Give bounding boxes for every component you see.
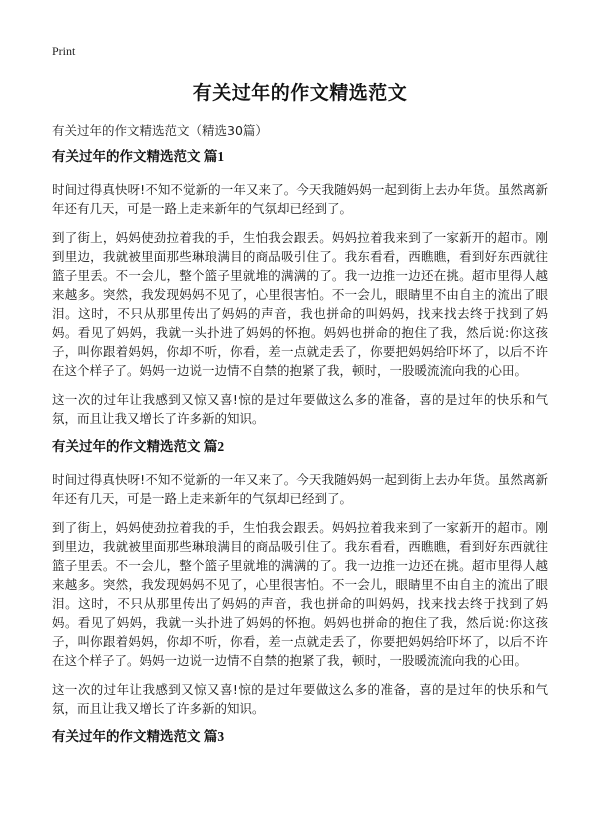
paragraph: 到了街上，妈妈使劲拉着我的手，生怕我会跟丢。妈妈拉着我来到了一家新开的超市。刚到里边，我就被里面那些琳琅满目的商品吸引住了。我东看看，西瞧瞧，看到好东西就往篮子里丢。不一会儿，整个篮子里就堆的满满的了。我一边推一边还在挑。超市里得人越来越多。突然，我发现妈妈不见了，心里很害怕。不一会儿，眼睛里不由自主的流出了眼泪。这时，不只从那里传出了妈妈的声音，我也拼命的叫妈妈，找来找去终于找到了妈妈。看见了妈妈，我就一头扑进了妈妈的怀抱。妈妈也拼命的抱住了我，然后说:你这孩子，叫你跟着妈妈，你却不听，你看，差一点就走丢了，你要把妈妈给吓坏了，以后不许在这个样子了。妈妈一边说一边情不自禁的抱紧了我，顿时，一股暖流流向我的心田。 — [52, 520, 548, 668]
section-heading: 有关过年的作文精选范文 篇3 — [52, 729, 225, 744]
paragraph: 时间过得真快呀!不知不觉新的一年又来了。今天我随妈妈一起到街上去办年货。虽然离新年还有几天，可是一路上走来新年的气氛却已经到了。 — [52, 182, 548, 216]
essay-section-2 — [52, 438, 548, 718]
document-subtitle: 有关过年的作文精选范文（精选30篇） — [52, 123, 268, 138]
page-title: 有关过年的作文精选范文 — [192, 82, 408, 104]
article-body — [52, 148, 548, 760]
paragraph: 这一次的过年让我感到又惊又喜!惊的是过年要做这么多的准备，喜的是过年的快乐和气氛，而且让我又增长了许多新的知识。 — [52, 682, 548, 716]
essay-section-1 — [52, 148, 548, 428]
paragraph: 时间过得真快呀!不知不觉新的一年又来了。今天我随妈妈一起到街上去办年货。虽然离新年还有几天，可是一路上走来新年的气氛却已经到了。 — [52, 472, 548, 506]
paragraph: 到了街上，妈妈使劲拉着我的手，生怕我会跟丢。妈妈拉着我来到了一家新开的超市。刚到里边，我就被里面那些琳琅满目的商品吸引住了。我东看看，西瞧瞧，看到好东西就往篮子里丢。不一会儿，整个篮子里就堆的满满的了。我一边推一边还在挑。超市里得人越来越多。突然，我发现妈妈不见了，心里很害怕。不一会儿，眼睛里不由自主的流出了眼泪。这时，不只从那里传出了妈妈的声音，我也拼命的叫妈妈，找来找去终于找到了妈妈。看见了妈妈，我就一头扑进了妈妈的怀抱。妈妈也拼命的抱住了我，然后说:你这孩子，叫你跟着妈妈，你却不听，你看，差一点就走丢了，你要把妈妈给吓坏了，以后不许在这个样子了。妈妈一边说一边情不自禁的抱紧了我，顿时，一股暖流流向我的心田。 — [52, 230, 548, 378]
section-heading: 有关过年的作文精选范文 篇2 — [52, 439, 225, 454]
paragraph: 这一次的过年让我感到又惊又喜!惊的是过年要做这么多的准备，喜的是过年的快乐和气氛，而且让我又增长了许多新的知识。 — [52, 392, 548, 426]
essay-section-3 — [52, 728, 548, 746]
section-heading: 有关过年的作文精选范文 篇1 — [52, 149, 225, 164]
print-link[interactable]: Print — [52, 44, 76, 58]
